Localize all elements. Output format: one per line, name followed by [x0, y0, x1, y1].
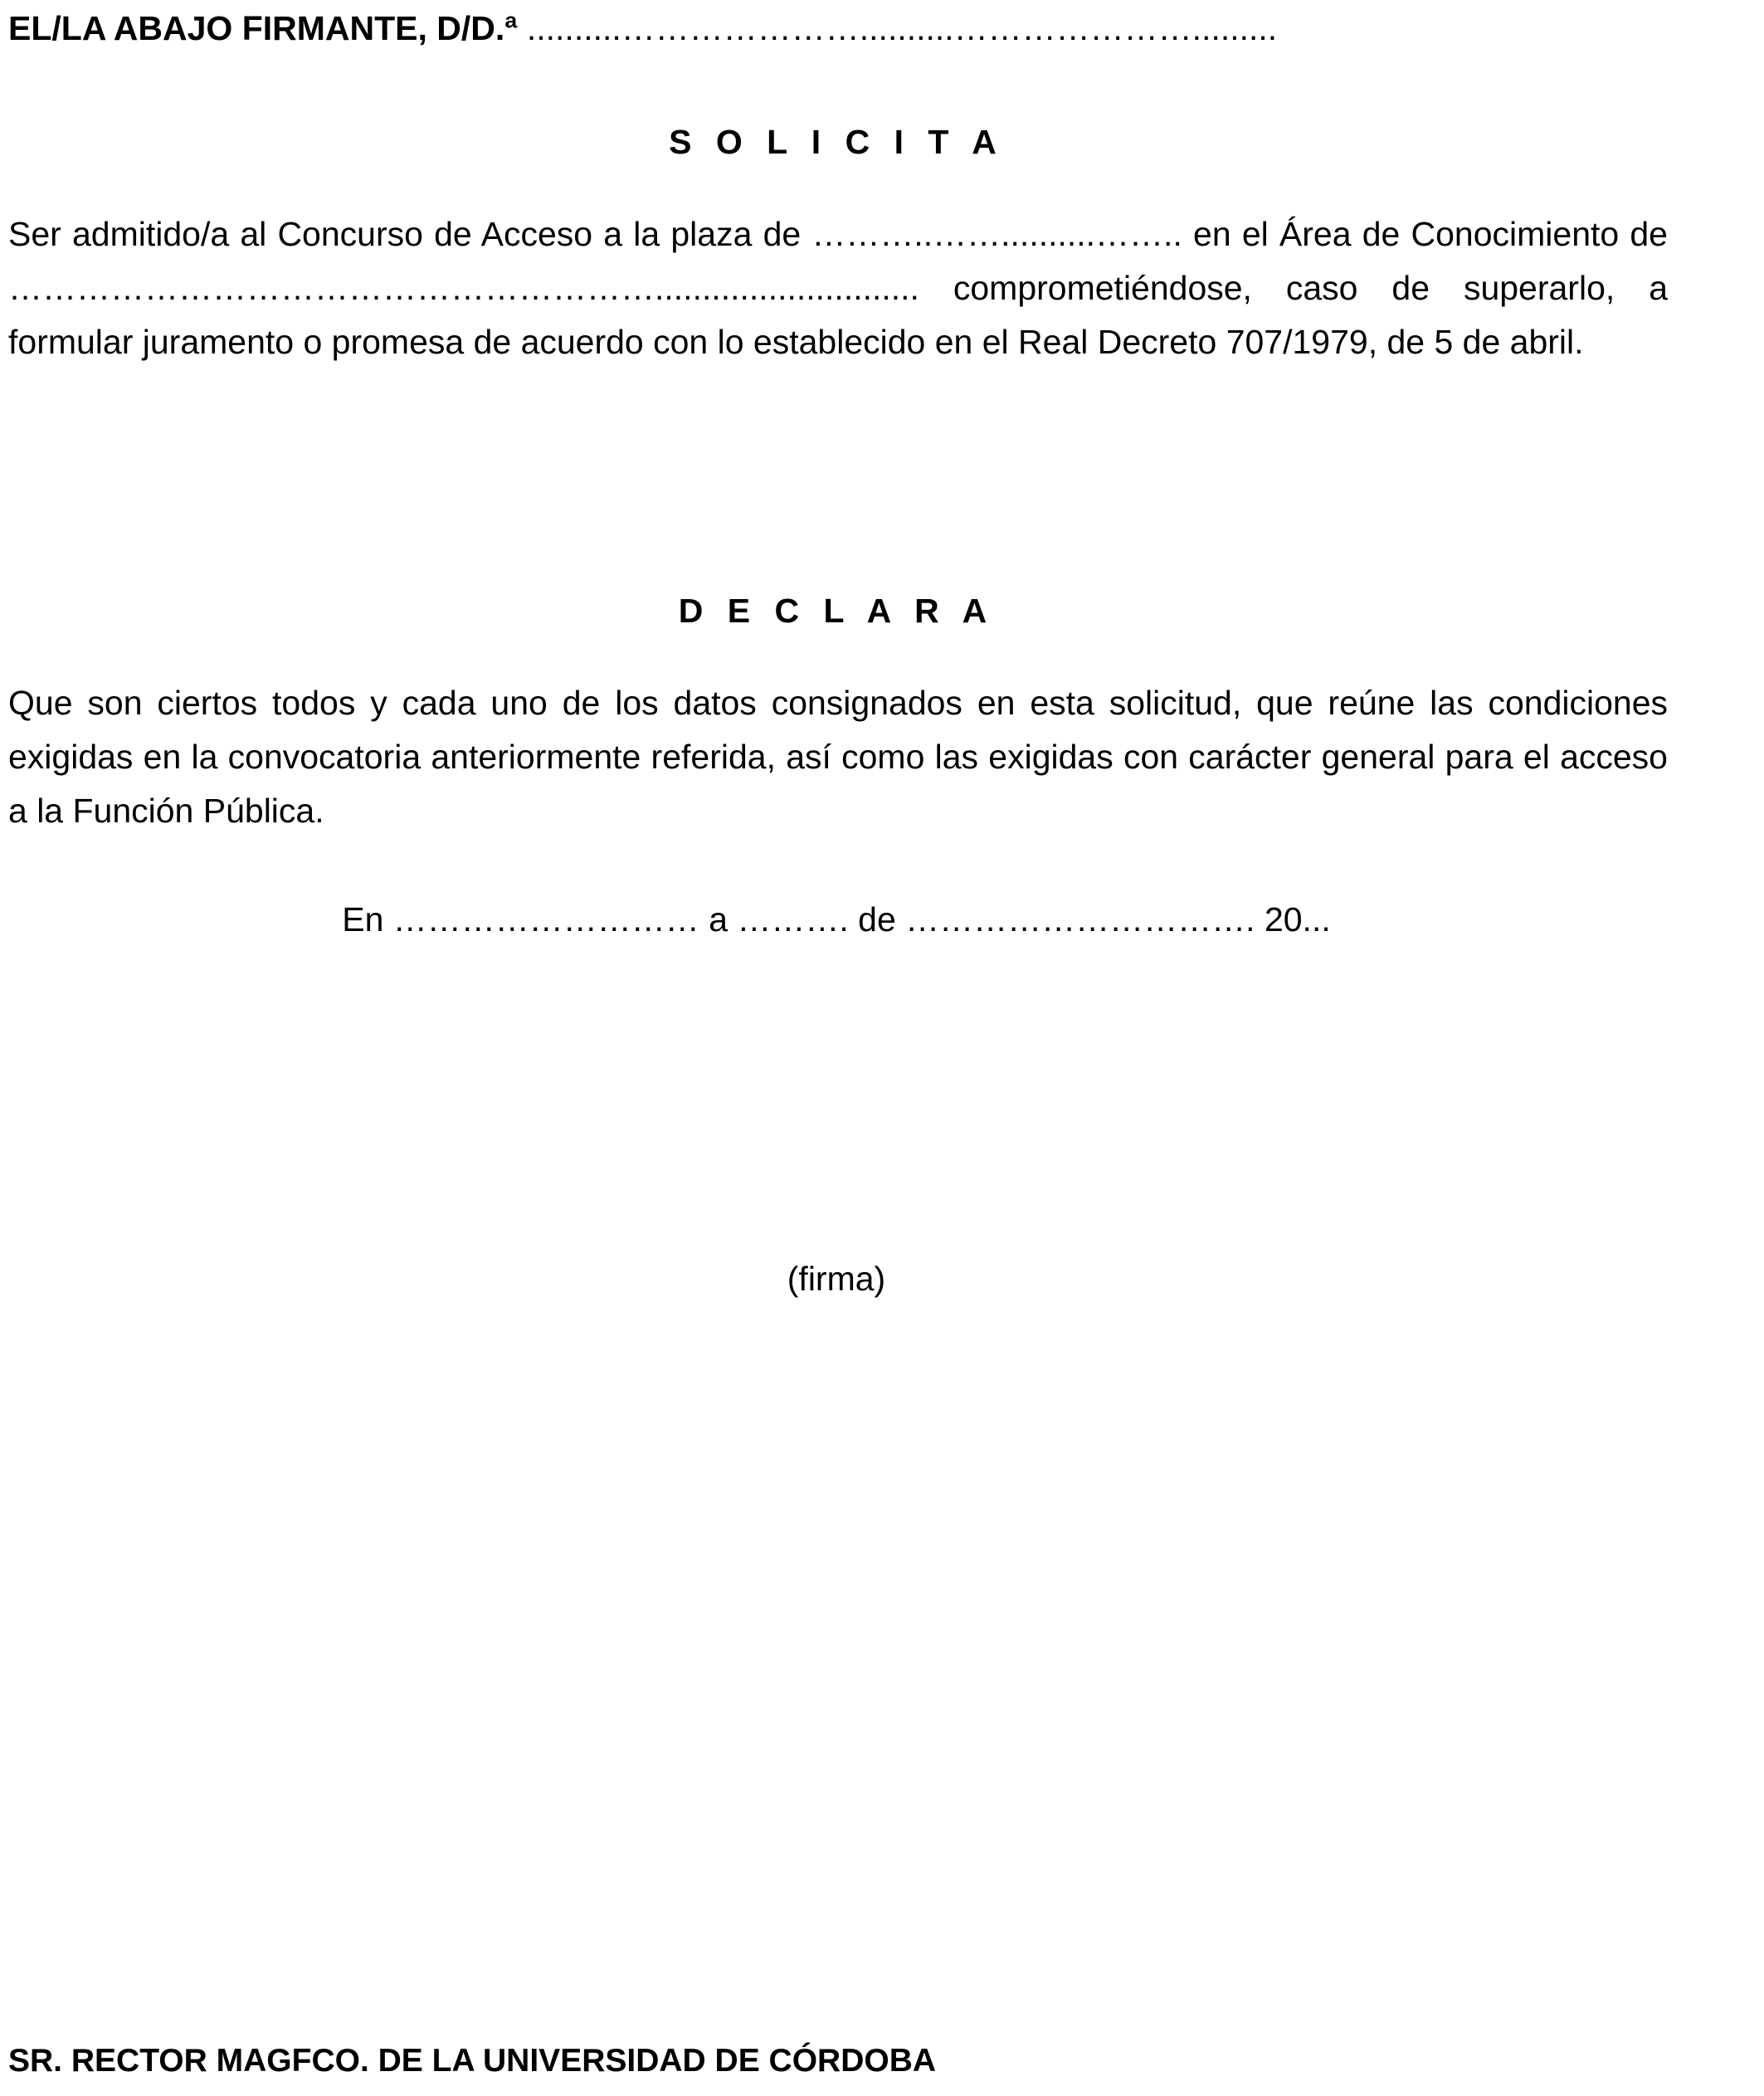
declara-paragraph: Que son ciertos todos y cada uno de los datos consignados en esta solicitud, que reúne las condiciones exigidas en la convocatoria anteriormente referida, así como las exigidas con carácter general para el acceso a la Función Pública.	[8, 684, 1668, 830]
solicita-heading: S O L I C I T A	[669, 123, 1004, 161]
signatory-blank: ..........…………………..........………………….........	[517, 9, 1278, 47]
signature-label: (firma)	[787, 1260, 886, 1298]
declara-heading: D E C L A R A	[678, 592, 995, 630]
signatory-label: EL/LA ABAJO FIRMANTE, D/D.ª	[8, 9, 518, 47]
solicita-paragraph: Ser admitido/a al Concurso de Acceso a la plaza de ………..……..........…….. en el Área de Conocimiento de …………………………………………………............................ comprometiéndose, caso de superarlo, a formular juramento o promesa de acuerdo con lo establecido en el Real Decreto 707/1979, de 5 de abril.	[8, 215, 1668, 361]
addressee-line: SR. RECTOR MAGFCO. DE LA UNIVERSIDAD DE CÓRDOBA	[8, 2043, 937, 2079]
place-date-line: En ……………………… a ………. de …………………………. 20...	[342, 900, 1331, 938]
signatory-line	[8, 7, 1668, 50]
